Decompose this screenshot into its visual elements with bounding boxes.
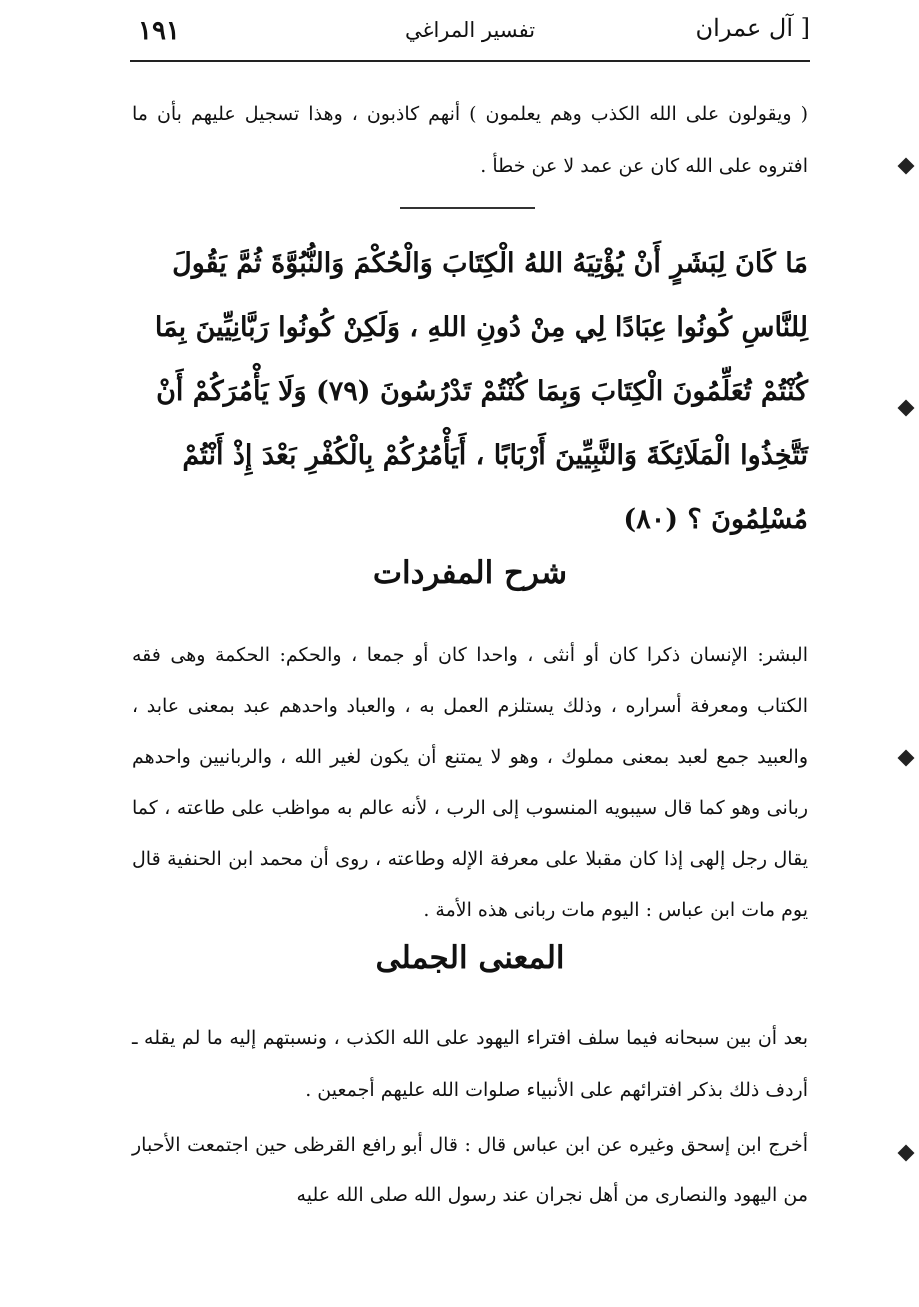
intro-paragraph: ( ويقولون على الله الكذب وهم يعلمون ) أنهم كاذبون ، وهذا تسجيل عليهم بأن ما افتروه على الله كان عن عمد لا عن خطأ .: [132, 103, 808, 177]
page-header: [130, 8, 810, 58]
verse-text: مَا كَانَ لِبَشَرٍ أَنْ يُؤْتِيَهُ اللهُ الْكِتَابَ وَالْحُكْمَ وَالنُّبُوَّةَ ثُمَّ يَقُولَ لِلنَّاسِ كُونُوا عِبَادًا لِي مِنْ دُونِ اللهِ ، وَلَكِنْ كُونُوا رَبَّانِيِّينَ بِمَا كُنْتُمْ تُعَلِّمُونَ الْكِتَابَ وَبِمَا كُنْتُمْ تَدْرُسُونَ (٧٩) وَلَا يَأْمُرَكُمْ أَنْ تَتَّخِذُوا الْمَلَائِكَةَ وَالنَّبِيِّينَ أَرْبَابًا ، أَيَأْمُرُكُمْ بِالْكُفْرِ بَعْدَ إِذْ أَنْتُمْ مُسْلِمُونَ ؟ (٨٠): [154, 248, 808, 535]
meaning-paragraph-2: أخرج ابن إسحق وغيره عن ابن عباس قال : قال أبو رافع القرظى حين اجتمعت الأحبار من اليهود والنصارى من أهل نجران عند رسول الله صلى الله عليه: [132, 1134, 808, 1206]
margin-mark-icon: [898, 750, 912, 766]
section-divider: [400, 207, 535, 209]
heading-vocabulary: شرح المفردات: [372, 555, 568, 591]
header-rule: [130, 60, 810, 62]
vocabulary-paragraph: البشر: الإنسان ذكرا كان أو أنثى ، واحدا كان أو جمعا ، والحكم: الحكمة وهى فقه الكتاب ومعرفة أسراره ، وذلك يستلزم العمل به ، والعباد واحدهم عبد بمعنى عابد ، والعبيد جمع لعبد بمعنى مملوك ، وهو لا يمتنع أن يكون لغير الله ، والربانيين واحدهم ربانى وهو كما قال سيبويه المنسوب إلى الرب ، لأنه عالم به مواظب على طاعته ، كما يقال رجل إلهى إذا كان مقبلا على معرفة الإله وطاعته ، روى أن محمد ابن الحنفية قال يوم مات ابن عباس : اليوم مات ربانى هذه الأمة .: [132, 644, 808, 921]
margin-mark-icon: [898, 158, 912, 174]
heading-meaning: المعنى الجملى: [375, 940, 565, 976]
margin-mark-icon: [898, 400, 912, 416]
meaning-paragraph-1: بعد أن بين سبحانه فيما سلف افتراء اليهود على الله الكذب ، ونسبتهم إليه ما لم يقله ـ أردف ذلك بذكر افترائهم على الأنبياء صلوات الله عليهم أجمعين .: [132, 1027, 808, 1101]
surah-name: آل عمران ]: [695, 14, 810, 42]
page-number: ١٩١: [138, 16, 180, 46]
running-title: تفسير المراغي: [404, 18, 536, 42]
margin-mark-icon: [898, 1145, 912, 1161]
